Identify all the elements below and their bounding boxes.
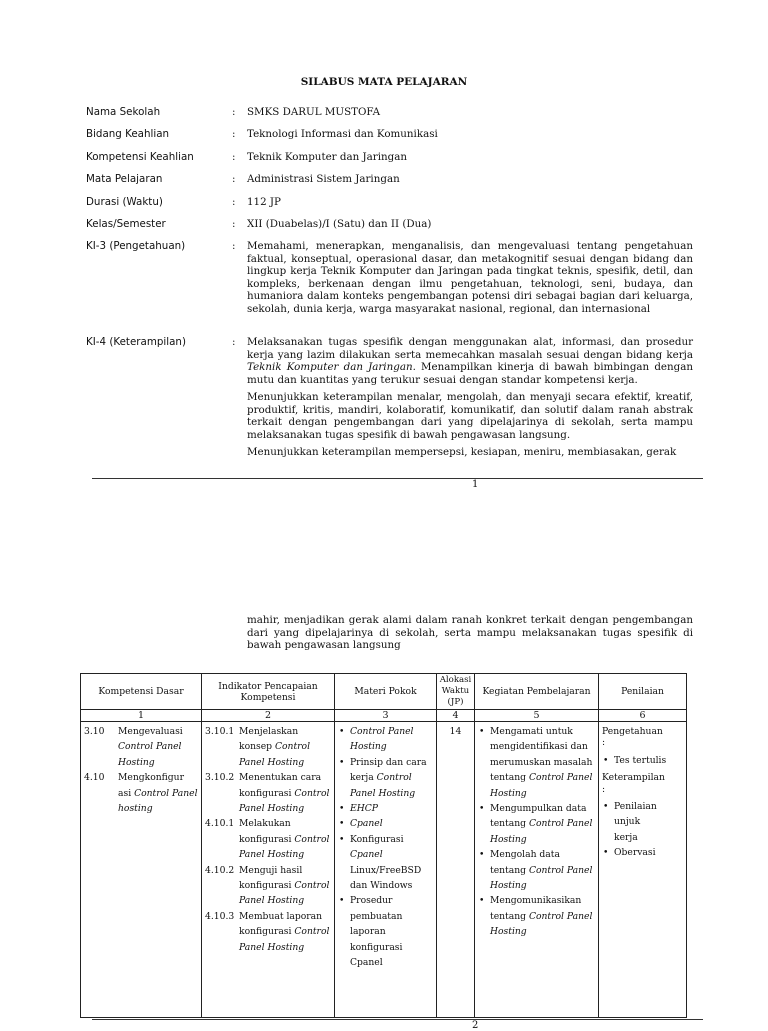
column-number: 3 [335, 710, 437, 722]
field-colon: : [232, 218, 236, 230]
ki3-text: Memahami, menerapkan, menganalisis, dan mengevaluasi tentang pengetahuan faktual, konseptual, operasional dasar, dan metakognitif sesuai dengan bidang dan lingkup kerja Teknik Komputer dan Jaringan pada tingkat teknis, spesifik, detil, dan kompleks, berkenaan dengan ilmu pengetahuan, teknologi, seni, budaya, dan humaniora dalam konteks pengembangan potensi diri sebagai bagian dari keluarga, sekolah, dunia kerja, warga masyarakat nasional, regional, dan internasional [247, 240, 693, 315]
ki4-content [247, 336, 693, 459]
cell-penilaian [599, 722, 687, 1018]
penilaian-pengetahuan-label: Pengetahuan [602, 726, 663, 737]
penilaian-colon: : [602, 737, 606, 749]
column-number: 2 [202, 710, 335, 722]
document-title: SILABUS MATA PELAJARAN [300, 76, 468, 88]
penilaian-colon: : [602, 783, 606, 795]
field-label: KI-4 (Keterampilan) [86, 336, 186, 348]
kd-item: 4.10 Mengkonfigur asi Control Panel hosting [84, 772, 198, 815]
field-colon: : [232, 336, 236, 348]
field-label: Nama Sekolah [86, 106, 161, 118]
table-row [81, 722, 687, 1018]
cell-kompetensi-dasar [81, 722, 202, 1018]
page-divider-2 [92, 1019, 703, 1020]
column-number: 5 [475, 710, 599, 722]
ki4-p1-text: Melaksanakan tugas spesifik dengan menggunakan alat, informasi, dan prosedur kerja yang lazim dilakukan serta memecahkan masalah sesuai dengan bidang kerja [247, 336, 693, 361]
field-label: Kelas/Semester [86, 218, 166, 230]
table-header-row [81, 674, 687, 710]
indikator-item: 3.10.1 Menjelaskan konsep Control Panel Hosting [205, 726, 311, 768]
indikator-item: 3.10.2 Menentukan cara konfigurasi Control Panel Hosting [205, 772, 330, 815]
cell-materi-pokok [335, 722, 437, 1018]
materi-list [338, 724, 433, 971]
field-value: SMKS DARUL MUSTOFA [247, 106, 381, 118]
list-item: • Mengomunikasikan tentang Control Panel Hosting [490, 893, 595, 939]
header-kompetensi-dasar: Kompetensi Dasar [81, 674, 202, 710]
ki4-paragraph-2: Menunjukkan keterampilan menalar, mengolah, dan menyaji secara efektif, kreatif, produktif, kritis, mandiri, kolaboratif, komunikatif, dan solutif dalam ranah abstrak terkait dengan pengembangan dari yang dipelajarinya di sekolah, serta mampu melaksanakan tugas spesifik di bawah pengawasan langsung. [247, 391, 693, 441]
indikator-item: 4.10.3 Membuat laporan konfigurasi Control Panel Hosting [205, 910, 330, 953]
ki4-paragraph-3-continued: mahir, menjadikan gerak alami dalam ranah konkret terkait dengan pengembangan dari yang dipelajarinya di sekolah, serta mampu melaksanakan tugas spesifik di bawah pengawasan langsung [247, 614, 693, 651]
list-item: • Konfigurasi Cpanel Linux/FreeBSD dan Windows [350, 832, 433, 894]
list-item: • Control Panel Hosting [350, 724, 433, 755]
list-item: • Prinsip dan cara kerja Control Panel Hosting [350, 755, 433, 801]
penilaian-keterampilan-label: Keterampilan [602, 772, 665, 784]
list-item: • Cpanel [350, 816, 433, 831]
syllabus-table [80, 673, 687, 1018]
field-value: Teknik Komputer dan Jaringan [247, 151, 407, 163]
field-label: Durasi (Waktu) [86, 196, 163, 208]
cell-kegiatan [475, 722, 599, 1018]
field-colon: : [232, 196, 236, 208]
page-number-1: 1 [472, 479, 479, 490]
field-label: Kompetensi Keahlian [86, 151, 194, 163]
list-item: • Prosedur pembuatan laporan konfigurasi Cpanel [350, 893, 433, 970]
page-number-2: 2 [472, 1020, 479, 1031]
field-value: 112 JP [247, 196, 281, 208]
list-item: • Obervasi [614, 845, 683, 860]
page-divider-1 [92, 478, 703, 479]
column-number: 1 [81, 710, 202, 722]
field-colon: : [232, 128, 236, 140]
field-value: Administrasi Sistem Jaringan [247, 173, 400, 185]
ki4-paragraph-3-start: Menunjukkan keterampilan mempersepsi, kesiapan, meniru, membiasakan, gerak [247, 446, 677, 458]
list-item: • Mengumpulkan data tentang Control Panel Hosting [490, 801, 595, 847]
indikator-item: 4.10.1 Melakukan konfigurasi Control Panel Hosting [205, 818, 330, 861]
ki4-p1-tail: . Menampilkan kinerja di bawah bimbingan dengan mutu dan kuantitas yang terukur sesuai dengan standar kompetensi kerja. [247, 361, 693, 386]
header-kegiatan: Kegiatan Pembelajaran [475, 674, 599, 710]
column-number: 6 [599, 710, 687, 722]
penilaian-keterampilan-list [602, 799, 683, 861]
header-materi-pokok: Materi Pokok [335, 674, 437, 710]
column-number: 4 [437, 710, 475, 722]
kegiatan-list [478, 724, 595, 940]
table-number-row [81, 710, 687, 722]
list-item: • Mengolah data tentang Control Panel Hosting [490, 847, 595, 893]
field-value: Teknologi Informasi dan Komunikasi [247, 128, 438, 140]
field-label: Mata Pelajaran [86, 173, 163, 185]
header-penilaian: Penilaian [599, 674, 687, 710]
indikator-item: 4.10.2 Menguji hasil konfigurasi Control Panel Hosting [205, 864, 330, 907]
list-item: • Tes tertulis [614, 753, 683, 768]
cell-alokasi-waktu: 14 [437, 722, 475, 1018]
header-indikator: Indikator Pencapaian Kompetensi [202, 674, 335, 710]
field-colon: : [232, 240, 236, 252]
ki4-paragraph-1 [247, 336, 693, 386]
list-item: • EHCP [350, 801, 433, 816]
field-colon: : [232, 106, 236, 118]
cell-indikator [202, 722, 335, 1018]
field-label: Bidang Keahlian [86, 128, 170, 140]
field-label: KI-3 (Pengetahuan) [86, 240, 186, 252]
field-colon: : [232, 151, 236, 163]
list-item: • Mengamati untuk mengidentifikasi dan merumuskan masalah tentang Control Panel Hosting [490, 724, 595, 801]
field-colon: : [232, 173, 236, 185]
ki4-p1-italic: Teknik Komputer dan Jaringan [247, 361, 413, 373]
header-alokasi-waktu: Alokasi Waktu (JP) [437, 674, 475, 710]
field-value: XII (Duabelas)/I (Satu) dan II (Dua) [247, 218, 432, 230]
list-item: • Penilaian unjuk kerja [614, 799, 660, 845]
penilaian-pengetahuan-list [602, 753, 683, 768]
kd-item: 3.10 Mengevaluasi Control Panel Hosting [84, 726, 183, 768]
